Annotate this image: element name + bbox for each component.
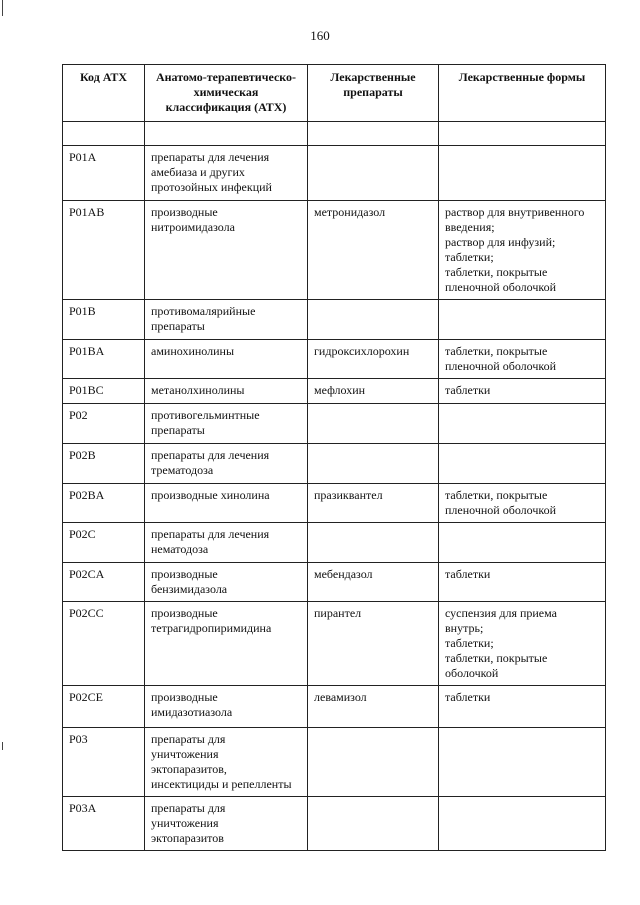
cell-code: P02CA (63, 563, 145, 602)
table-row (63, 300, 606, 340)
cell-code (63, 122, 145, 146)
cell-classification: препараты для уничтожения эктопаразитов, инсектициды и репелленты (145, 728, 308, 797)
cell-forms (439, 146, 606, 201)
cell-classification: препараты для лечения амебиаза и других протозойных инфекций (145, 146, 308, 201)
cell-forms (439, 300, 606, 340)
cell-classification: производные бензимидазола (145, 563, 308, 602)
cell-drug (308, 300, 439, 340)
cell-drug (308, 523, 439, 563)
atx-table (62, 64, 606, 851)
cell-forms (439, 404, 606, 444)
cell-classification: противомалярийные препараты (145, 300, 308, 340)
cell-classification: препараты для лечения трематодоза (145, 444, 308, 484)
cell-forms: таблетки (439, 379, 606, 404)
cell-forms: таблетки, покрытые пленочной оболочкой (439, 484, 606, 523)
cell-code: P02CE (63, 686, 145, 728)
cell-code: P01BC (63, 379, 145, 404)
cell-drug: пирантел (308, 602, 439, 686)
table-body (63, 122, 606, 851)
table-row (63, 728, 606, 797)
cell-code: P02CC (63, 602, 145, 686)
table-row (63, 404, 606, 444)
cell-drug: метронидазол (308, 201, 439, 300)
cell-classification: производные хинолина (145, 484, 308, 523)
cell-code: P01BA (63, 340, 145, 379)
cell-forms: таблетки (439, 686, 606, 728)
page-number: 160 (310, 28, 330, 43)
table-row (63, 444, 606, 484)
cell-classification: противогельминтные препараты (145, 404, 308, 444)
cell-forms (439, 523, 606, 563)
cell-classification: метанолхинолины (145, 379, 308, 404)
cell-forms (439, 122, 606, 146)
cell-code: P02 (63, 404, 145, 444)
cell-drug (308, 404, 439, 444)
cell-classification: препараты для уничтожения эктопаразитов (145, 797, 308, 851)
cell-forms (439, 444, 606, 484)
cell-drug (308, 146, 439, 201)
cell-drug (308, 728, 439, 797)
cell-classification: препараты для лечения нематодоза (145, 523, 308, 563)
table-row (63, 146, 606, 201)
cell-drug: празиквантел (308, 484, 439, 523)
table-row (63, 686, 606, 728)
table-row (63, 122, 606, 146)
header-drugs: Лекарственные препараты (308, 65, 439, 122)
cell-forms: суспензия для приема внутрь; таблетки; таблетки, покрытые оболочкой (439, 602, 606, 686)
header-forms: Лекарственные формы (439, 65, 606, 122)
cell-classification: аминохинолины (145, 340, 308, 379)
cell-forms: таблетки, покрытые пленочной оболочкой (439, 340, 606, 379)
cell-code: P02B (63, 444, 145, 484)
cell-forms: таблетки (439, 563, 606, 602)
cell-code: P01B (63, 300, 145, 340)
cell-code: P03 (63, 728, 145, 797)
scan-edge-mark (2, 742, 3, 750)
cell-code: P01A (63, 146, 145, 201)
cell-drug: гидроксихлорохин (308, 340, 439, 379)
cell-drug: мебендазол (308, 563, 439, 602)
scan-edge-mark (2, 0, 3, 16)
table-row (63, 379, 606, 404)
cell-forms: раствор для внутривенного введения; раствор для инфузий; таблетки; таблетки, покрытые пленочной оболочкой (439, 201, 606, 300)
cell-classification (145, 122, 308, 146)
table-row (63, 602, 606, 686)
cell-forms (439, 728, 606, 797)
cell-classification: производные нитроимидазола (145, 201, 308, 300)
header-code: Код АТХ (63, 65, 145, 122)
table-row (63, 523, 606, 563)
table-row (63, 484, 606, 523)
cell-drug: мефлохин (308, 379, 439, 404)
cell-forms (439, 797, 606, 851)
cell-classification: производные имидазотиазола (145, 686, 308, 728)
cell-code: P02C (63, 523, 145, 563)
table-row (63, 563, 606, 602)
cell-drug (308, 122, 439, 146)
cell-code: P02BA (63, 484, 145, 523)
table-row (63, 797, 606, 851)
header-classification: Анатомо-терапевтическо- химическая классификация (АТХ) (145, 65, 308, 122)
cell-drug (308, 797, 439, 851)
cell-code: P03A (63, 797, 145, 851)
cell-code: P01AB (63, 201, 145, 300)
cell-classification: производные тетрагидропиримидина (145, 602, 308, 686)
cell-drug (308, 444, 439, 484)
cell-drug: левамизол (308, 686, 439, 728)
table-row (63, 201, 606, 300)
table-header-row (63, 65, 606, 122)
table-row (63, 340, 606, 379)
